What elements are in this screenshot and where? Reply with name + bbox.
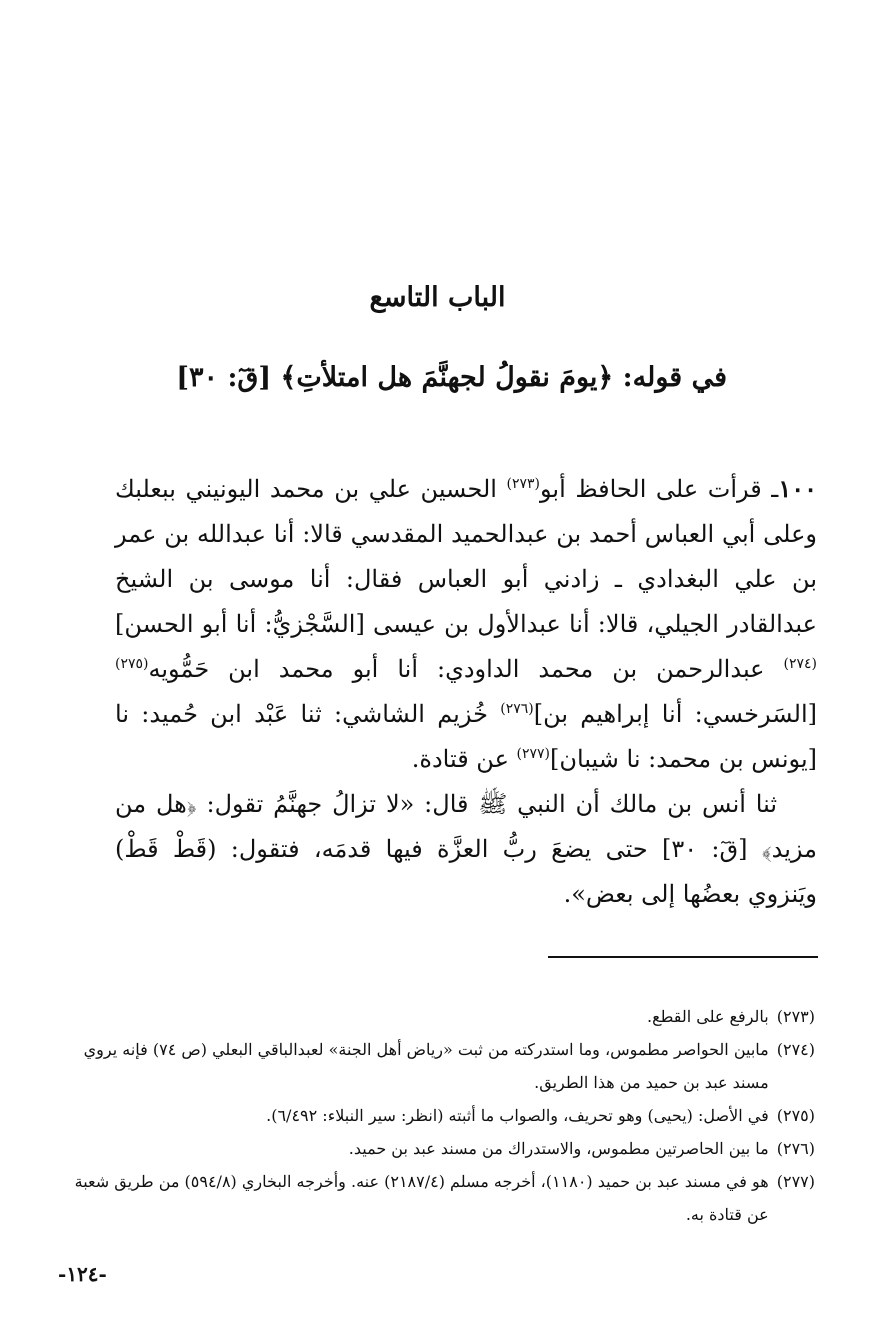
text-segment: عبدالرحمن بن محمد الداودي: أنا أبو محمد ابن حَمُّويه xyxy=(148,655,784,683)
text-segment: عن قتادة. xyxy=(411,745,517,773)
footnote-text: في الأصل: (يحيى) وهو تحريف، والصواب ما أثبته (انظر: سير النبلاء: ٦/٤٩٢). xyxy=(266,1106,769,1125)
footnote-ref-273[interactable]: (٢٧٣) xyxy=(506,476,541,492)
hadith-paragraph-isnad xyxy=(115,466,817,782)
footnote-text: ما بين الحاصرتين مطموس، والاستدراك من مسند عبد بن حميد. xyxy=(348,1139,769,1158)
footnote-number: (٢٧٥) xyxy=(776,1106,815,1125)
footnote-274 xyxy=(59,1033,815,1099)
text-segment: خُزيم الشاشي: ثنا عَبْد ابن حُميد: نا [يونس بن محمد: نا شيبان] xyxy=(115,700,817,773)
footnote-divider xyxy=(548,956,818,958)
text-segment: الحسين علي بن محمد اليونيني ببعلبك وعلى أبي العباس أحمد بن عبدالحميد المقدسي قالا: أنا عبدالله بن عمر بن علي البغدادي ـ زادني أبو العباس فقال: أنا موسى بن الشيخ عبدالقادر الجيلي، قالا: أنا عبدالأول بن عيسى [السَّجْزيُّ: أنا أبو الحسن] xyxy=(115,475,817,638)
footnote-275 xyxy=(59,1099,815,1132)
footnote-ref-275[interactable]: (٢٧٥) xyxy=(115,656,149,672)
footnote-number: (٢٧٦) xyxy=(776,1139,815,1158)
footnote-277 xyxy=(59,1165,815,1231)
page-number: -١٢٤- xyxy=(58,1262,107,1286)
footnote-ref-277[interactable]: (٢٧٧) xyxy=(516,746,551,762)
text-segment: [السَرخسي: أنا إبراهيم بن] xyxy=(533,700,817,728)
footnote-text: مابين الحواصر مطموس، وما استدركته من ثبت «رياض أهل الجنة» لعبدالباقي البعلي (ص ٧٤) فإنه يروي مسند عبد بن حميد من هذا الطريق. xyxy=(83,1040,769,1092)
main-text xyxy=(115,466,817,917)
footnote-ref-274[interactable]: (٢٧٤) xyxy=(783,656,817,672)
footnote-text: بالرفع على القطع. xyxy=(647,1007,769,1026)
chapter-title: الباب التاسع xyxy=(369,282,506,313)
footnote-number: (٢٧٧) xyxy=(776,1172,815,1191)
chapter-subtitle: في قوله: ﴿يومَ نقولُ لجهنَّمَ هل امتلأتِ﴾ [قٓ: ٣٠] xyxy=(176,362,727,393)
footnote-273 xyxy=(59,1000,815,1033)
hadith-number: ١٠٠ xyxy=(778,474,817,503)
footnote-text: هو في مسند عبد بن حميد (١١٨٠)، أخرجه مسلم (٢١٨٧/٤) عنه. وأخرجه البخاري (٥٩٤/٨) من طريق شعبة عن قتادة به. xyxy=(74,1172,769,1224)
footnote-number: (٢٧٣) xyxy=(776,1007,815,1026)
footnotes xyxy=(59,1000,815,1231)
footnote-276 xyxy=(59,1132,815,1165)
text-segment: ـ قرأت على الحافظ أبو xyxy=(540,475,779,503)
footnote-ref-276[interactable]: (٢٧٦) xyxy=(500,701,534,717)
footnote-number: (٢٧٤) xyxy=(776,1040,815,1059)
hadith-paragraph-matn: ثنا أنس بن مالك أن النبي ﷺ قال: «لا تزالُ جهنَّمُ تقول: ﴿هل من مزيد﴾ [قٓ: ٣٠] حتى يضعَ ربُّ العزَّة فيها قدمَه، فتقول: (قَطْ قَطْ) ويَنزوي بعضُها إلى بعض». xyxy=(115,790,817,908)
